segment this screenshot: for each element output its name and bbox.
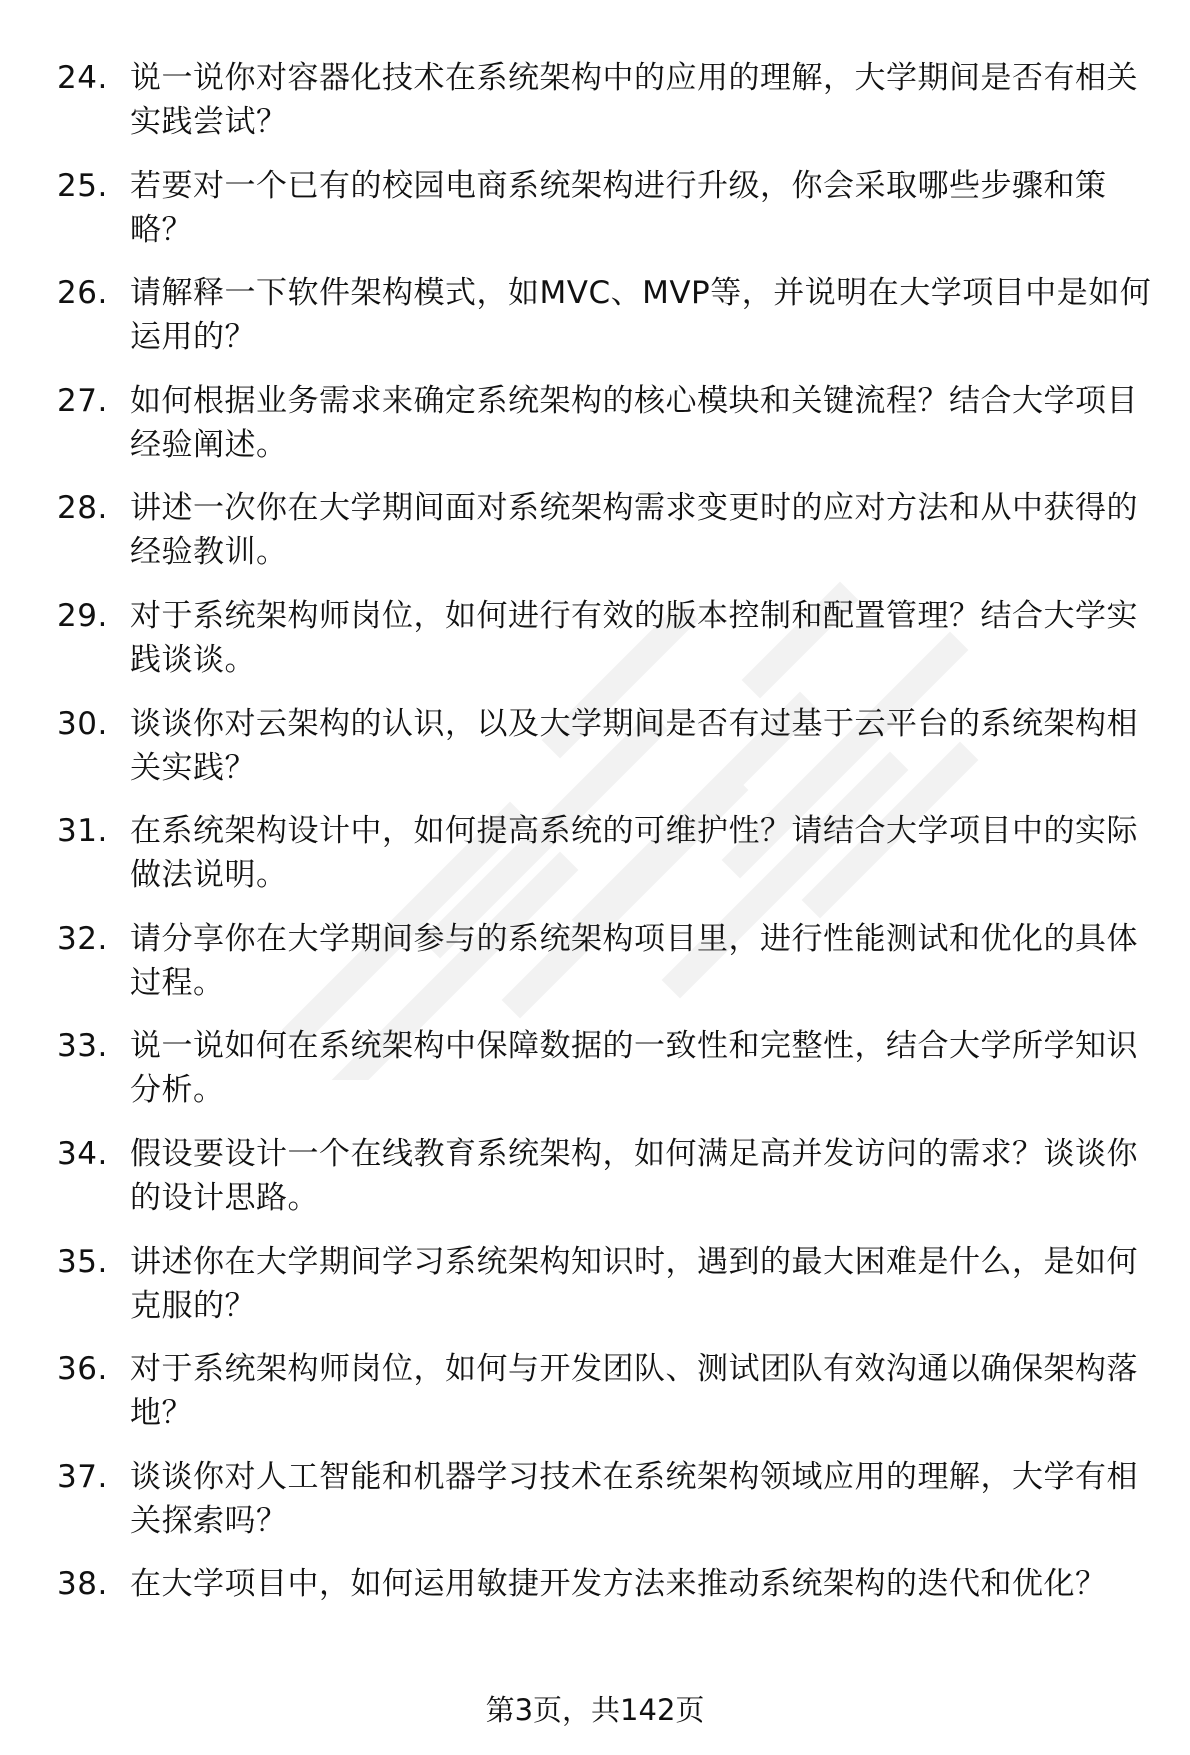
question-number: 37. — [57, 1458, 108, 1495]
question-list — [0, 40, 1190, 1654]
question-number: 34. — [57, 1135, 108, 1172]
question-item — [0, 1224, 1190, 1332]
page-number: 第3页，共142页 — [485, 1693, 705, 1727]
question-text: 讲述你在大学期间学习系统架构知识时，遇到的最大困难是什么，是如何克服的？ — [130, 1243, 1138, 1324]
question-item — [0, 363, 1190, 471]
question-number: 36. — [57, 1351, 108, 1388]
question-number: 30. — [57, 705, 108, 742]
question-text: 说一说你对容器化技术在系统架构中的应用的理解，大学期间是否有相关实践尝试？ — [130, 60, 1138, 140]
question-text: 讲述一次你在大学期间面对系统架构需求变更时的应对方法和从中获得的经验教训。 — [130, 490, 1138, 571]
question-text: 谈谈你对人工智能和机器学习技术在系统架构领域应用的理解，大学有相关探索吗？ — [130, 1458, 1138, 1539]
question-text: 请分享你在大学期间参与的系统架构项目里，进行性能测试和优化的具体过程。 — [130, 920, 1138, 1001]
question-text: 对于系统架构师岗位，如何进行有效的版本控制和配置管理？结合大学实践谈谈。 — [130, 597, 1138, 678]
question-item — [0, 1116, 1190, 1224]
question-text: 如何根据业务需求来确定系统架构的核心模块和关键流程？结合大学项目经验阐述。 — [130, 382, 1138, 463]
question-text: 在大学项目中，如何运用敏捷开发方法来推动系统架构的迭代和优化？ — [130, 1566, 1107, 1603]
question-item — [0, 255, 1190, 363]
question-item — [0, 793, 1190, 901]
question-text: 若要对一个已有的校园电商系统架构进行升级，你会采取哪些步骤和策略？ — [130, 167, 1107, 248]
question-number: 33. — [57, 1028, 108, 1065]
question-number: 25. — [57, 167, 108, 204]
question-item — [0, 40, 1190, 148]
question-number: 29. — [57, 597, 108, 634]
question-item — [0, 148, 1190, 256]
question-item — [0, 1008, 1190, 1116]
question-number: 26. — [57, 275, 108, 312]
question-number: 24. — [57, 60, 108, 96]
question-item — [0, 901, 1190, 1009]
question-item — [0, 470, 1190, 578]
question-number: 27. — [57, 382, 108, 419]
question-item — [0, 578, 1190, 686]
question-text: 请解释一下软件架构模式，如MVC、MVP等，并说明在大学项目中是如何运用的？ — [130, 275, 1152, 356]
question-text: 谈谈你对云架构的认识，以及大学期间是否有过基于云平台的系统架构相关实践？ — [130, 705, 1138, 786]
question-item — [0, 1546, 1190, 1654]
question-item — [0, 1439, 1190, 1547]
question-number: 31. — [57, 813, 108, 850]
question-number: 32. — [57, 920, 108, 957]
question-text: 对于系统架构师岗位，如何与开发团队、测试团队有效沟通以确保架构落地？ — [130, 1351, 1138, 1432]
question-number: 28. — [57, 490, 108, 527]
question-item — [0, 1331, 1190, 1439]
question-text: 假设要设计一个在线教育系统架构，如何满足高并发访问的需求？谈谈你的设计思路。 — [130, 1135, 1138, 1216]
question-number: 35. — [57, 1243, 108, 1280]
question-number: 38. — [57, 1566, 108, 1603]
question-text: 说一说如何在系统架构中保障数据的一致性和完整性，结合大学所学知识分析。 — [130, 1028, 1138, 1109]
question-text: 在系统架构设计中，如何提高系统的可维护性？请结合大学项目中的实际做法说明。 — [130, 813, 1138, 894]
question-item — [0, 686, 1190, 794]
